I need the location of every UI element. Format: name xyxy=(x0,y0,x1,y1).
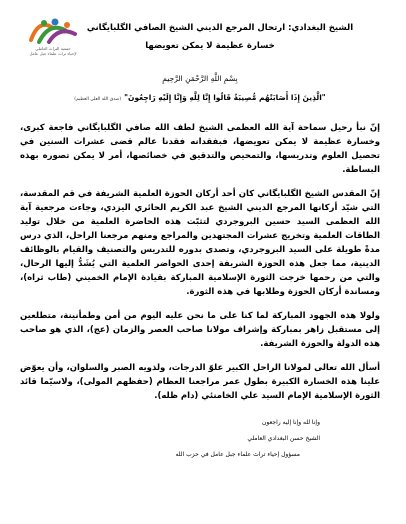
logo-emblem-icon xyxy=(25,14,81,46)
headline-title: الشيخ البغدادي: ارتحال المرجع الديني الشيخ الصافي الگلبايگاني xyxy=(86,23,354,33)
quran-verse-block xyxy=(20,90,380,105)
headline-subtitle: خسارة عظيمة لا يمكن تعويضها xyxy=(145,41,275,51)
paragraph-3: ولولا هذه الجهود المباركة لما كنا على ما نحن عليه اليوم من أمن وطمأنينة، متطلعين إلى مستقبل زاهر بمباركة وإشراف مولانا صاحب العصر والزمان (عج)، الذي هو صاحب هذه الدولة والحوزة الشريفة. xyxy=(20,311,380,349)
organization-logo xyxy=(18,14,88,62)
signature-closing: وإنا لله وإنا إليه راجعون xyxy=(262,419,320,426)
paragraph-4: أسأل الله تعالى لمولانا الراحل الكبير علوّ الدرجات، ولذويه الصبر والسلوان، وأن يعوّض علينا هذه الخسارة الكبيرة بطول عمر مراجعنا العظام (حفظهم المولى)، ولاسيّما قائد الثورة الإسلامية الإمام السيد علي الخامنئي (دام ظله). xyxy=(20,363,380,401)
signature-title: مسؤول إحياء تراث علماء جبل عامل في حزب الله xyxy=(175,451,300,458)
paragraph-2: إنّ المقدس الشيخ الگلبايگاني كان أحد أركان الحوزة العلمية الشريفة في قم المقدسة، التي شيّد أركانها المرجع الديني الشيخ عبد الكريم الحائري اليزدي، وجاءت مرجعية آية الله العظمى السيد حسين البروجردي لتثبّت هذه الحاضرة العلمية من خلال توليد الطاقات العلمية وتخريج عشرات المجتهدين والمراجع ومنهم مرجعنا الراحل، الذي درس مدةً طويلة على السيد البروجردي، وتصدى بدوره للتدريس والتصنيف والقيام بالوظائف الدينية، مما جعل هذه الحوزة الشريفة إحدى الحواضر العلمية التي يُشَدُّ إليها الرحال، والتي من رحمها خرجت الثورة الإسلامية المباركة بقيادة الإمام الخميني (طاب ثراه)، ومساندة أركان الحوزة وطلابها في هذه الثورة. xyxy=(20,189,380,297)
logo-text-line2: لإحياء تراث علماء جبل عامل xyxy=(29,51,77,56)
paragraph-1: إنّ نبأ رحيل سماحة آية الله العظمى الشيخ لطف الله صافي الگلبايگاني فاجعة كبرى، وخسارة عظيمة لا يمكن تعويضها، فبفقدانه فقدنا عالم قضى عشرات السنين في تحصيل العلوم وتدريسها، والتمحيص والتدقيق في خصائصها، أمر لا يمكن تصوره بهذه البساطة. xyxy=(20,123,380,175)
signature-name: الشيخ حسن البغدادي العاملي xyxy=(247,435,320,442)
quran-reference: (صدق الله العلي العظيم) xyxy=(74,97,122,102)
logo-text-line1: جمعية التراث العاملي xyxy=(35,46,71,51)
quran-verse: "الَّذِينَ إِذَا أَصَابَتْهُم مُّصِيبَةٌ قَالُوا إِنَّا لِلَّهِ وَإِنَّا إِلَيْهِ رَاجِعُونَ" xyxy=(124,93,326,102)
basmala: بِسْمِ اللَّهِ الرَّحْمَنِ الرَّحِيمِ xyxy=(162,74,238,83)
